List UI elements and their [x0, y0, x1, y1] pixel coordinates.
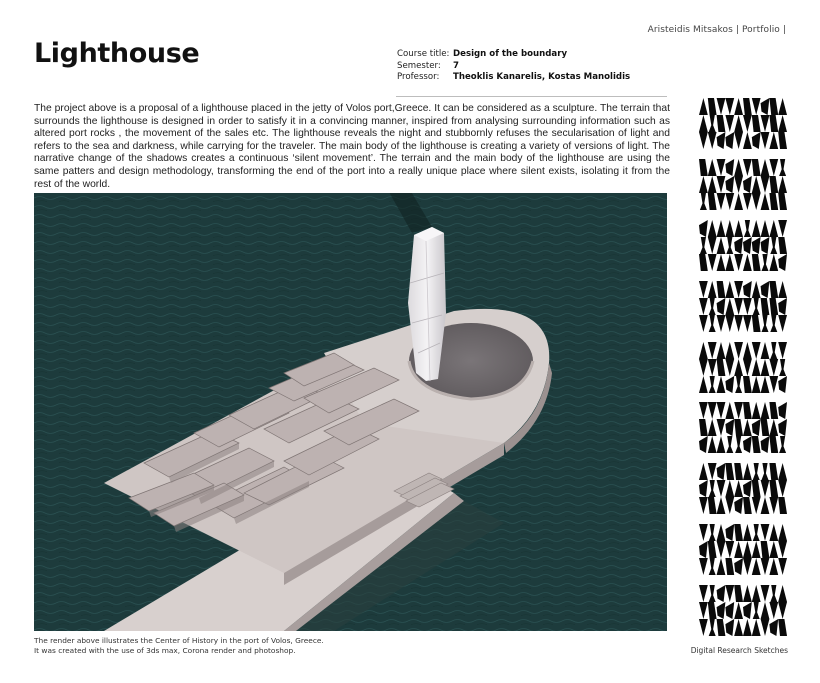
sketch-shape: [708, 419, 717, 436]
sketch-shape: [752, 376, 761, 393]
sketch-shape: [709, 558, 716, 575]
sketch-shape: [770, 585, 777, 602]
sketch-shape: [778, 98, 787, 115]
sketch-shape: [725, 254, 734, 271]
professor-row: [397, 72, 630, 84]
header-divider: [396, 96, 667, 97]
sketch-shape: [769, 115, 778, 132]
sketch-shape: [762, 315, 769, 332]
sketch-shape: [778, 463, 787, 480]
sketch-shape: [753, 463, 760, 480]
sketch-shape: [769, 619, 778, 636]
sketch-shape: [770, 315, 777, 332]
sketch-shape: [699, 541, 708, 558]
sketch-shape: [725, 419, 734, 436]
course-info: [397, 49, 630, 84]
sketch-shape: [769, 402, 778, 419]
sketch-shape: [769, 419, 778, 436]
sketch-shape: [778, 315, 787, 332]
sketch-shape: [769, 359, 778, 376]
sketch-shape: [753, 298, 760, 315]
sketch-shape: [725, 480, 734, 497]
sketch-shape: [699, 480, 708, 497]
sketch-shape: [708, 602, 717, 619]
sketch-shape: [717, 315, 726, 332]
sketch-shape: [752, 237, 761, 254]
semester-value: 7: [453, 60, 459, 71]
sketch-shape: [779, 436, 786, 453]
sketch-shape: [752, 176, 761, 193]
sketch-shape: [778, 193, 787, 210]
sketch-shape: [743, 541, 752, 558]
research-sketch-3: [699, 220, 787, 271]
sketch-shape: [761, 585, 770, 602]
sketch-shape: [779, 359, 786, 376]
sketch-shape: [734, 558, 743, 575]
research-sketch-6: [699, 402, 787, 453]
course-title-row: [397, 49, 630, 61]
sketch-shape: [761, 359, 770, 376]
sketches-label: Digital Research Sketches: [690, 646, 788, 655]
sketch-shape: [717, 376, 726, 393]
sketch-shape: [761, 376, 770, 393]
sketch-shape: [743, 402, 752, 419]
sketch-shape: [717, 402, 726, 419]
sketch-shape: [717, 524, 726, 541]
sketch-shape: [725, 463, 734, 480]
sketch-shape: [769, 159, 778, 176]
sketch-shape: [743, 558, 752, 575]
sketch-shape: [743, 602, 752, 619]
sketch-shape: [743, 98, 752, 115]
sketch-shape: [743, 298, 752, 315]
sketch-shape: [725, 315, 734, 332]
sketch-shape: [761, 98, 770, 115]
sketch-shape: [769, 298, 778, 315]
sketch-shape: [778, 497, 787, 514]
research-sketch-2: [699, 159, 787, 210]
sketch-shape: [761, 436, 770, 453]
sketch-shape: [769, 436, 778, 453]
sketch-shape: [725, 98, 734, 115]
sketch-shape: [778, 558, 787, 575]
research-sketch-9: [699, 585, 787, 636]
sketch-shape: [717, 541, 726, 558]
sketch-shape: [734, 132, 743, 149]
sketch-shape: [743, 176, 752, 193]
sketch-shape: [699, 524, 708, 541]
sketch-shape: [725, 541, 734, 558]
sketch-shape: [708, 98, 717, 115]
sketch-shape: [752, 419, 761, 436]
sketch-shape: [734, 98, 743, 115]
sketch-shape: [769, 524, 778, 541]
sketch-shape: [778, 115, 787, 132]
sketch-shape: [725, 497, 734, 514]
sketch-shape: [725, 159, 734, 176]
sketch-shape: [699, 220, 708, 237]
sketch-shape: [743, 254, 752, 271]
sketch-shape: [734, 463, 743, 480]
research-sketch-8: [699, 524, 787, 575]
sketch-shape: [778, 524, 787, 541]
sketch-shape: [761, 619, 770, 636]
sketch-shape: [725, 376, 734, 393]
sketch-shape: [778, 402, 787, 419]
sketch-shape: [734, 619, 743, 636]
sketch-shape: [743, 132, 752, 149]
research-sketch-4: [699, 281, 787, 332]
research-sketches-column: [699, 98, 787, 646]
sketch-shape: [725, 298, 734, 315]
research-sketch-7: [699, 463, 787, 514]
sketch-shape: [743, 159, 752, 176]
sketch-shape: [717, 619, 726, 636]
page-title: Lighthouse: [34, 38, 200, 69]
sketch-shape: [734, 602, 743, 619]
sketch-shape: [752, 159, 761, 176]
sketch-shape: [769, 376, 778, 393]
sketch-shape: [725, 115, 734, 132]
sketch-shape: [769, 176, 778, 193]
sketch-shape: [734, 193, 743, 210]
sketch-shape: [725, 602, 734, 619]
sketch-shape: [769, 558, 778, 575]
sketch-shape: [725, 558, 734, 575]
sketch-shape: [769, 541, 778, 558]
sketch-shape: [699, 619, 708, 636]
sketch-shape: [725, 402, 734, 419]
sketch-shape: [699, 342, 708, 359]
sketch-shape: [717, 463, 726, 480]
sketch-shape: [743, 463, 752, 480]
sketch-shape: [778, 619, 787, 636]
sketch-shape: [708, 463, 717, 480]
sketch-shape: [699, 497, 708, 514]
sketch-shape: [779, 159, 786, 176]
sketch-shape: [743, 524, 752, 541]
sketch-shape: [770, 342, 777, 359]
sketch-shape: [770, 237, 777, 254]
sketch-shape: [708, 359, 717, 376]
sketch-shape: [743, 436, 752, 453]
sketch-shape: [699, 436, 708, 453]
sketch-shape: [778, 419, 787, 436]
caption-line-2: It was created with the use of 3ds max, Corona render and photoshop.: [34, 646, 296, 655]
sketch-shape: [708, 159, 717, 176]
sketch-shape: [699, 298, 708, 315]
sketch-shape: [769, 193, 778, 210]
sketch-shape: [743, 619, 752, 636]
sketch-shape: [699, 281, 708, 298]
sketch-shape: [761, 480, 770, 497]
sketch-shape: [734, 315, 743, 332]
sketch-shape: [708, 237, 717, 254]
sketch-shape: [761, 298, 770, 315]
sketch-shape: [752, 619, 761, 636]
sketch-shape: [762, 463, 769, 480]
sketch-shape: [709, 376, 716, 393]
sketch-shape: [699, 115, 708, 132]
sketch-shape: [725, 132, 734, 149]
sketch-shape: [778, 220, 787, 237]
sketch-shape: [752, 541, 761, 558]
sketch-shape: [708, 193, 717, 210]
sketch-shape: [699, 602, 708, 619]
sketch-shape: [752, 193, 761, 210]
sketch-shape: [717, 436, 726, 453]
sketch-shape: [708, 541, 717, 558]
course-title-key: Course title:: [397, 49, 450, 59]
semester-key: Semester:: [397, 60, 441, 71]
sketch-shape: [752, 436, 761, 453]
sketch-shape: [734, 115, 743, 132]
sketch-shape: [769, 98, 778, 115]
sketch-shape: [752, 315, 761, 332]
sketch-shape: [743, 281, 752, 298]
sketch-shape: [708, 281, 717, 298]
sketch-shape: [725, 585, 734, 602]
sketch-shape: [761, 132, 770, 149]
sketch-shape: [717, 497, 726, 514]
sketch-shape: [709, 115, 716, 132]
sketch-shape: [769, 463, 778, 480]
sketch-shape: [761, 237, 770, 254]
sketch-shape: [778, 298, 787, 315]
sketch-shape: [717, 419, 726, 436]
sketch-shape: [709, 315, 716, 332]
sketch-shape: [734, 220, 743, 237]
sketch-shape: [752, 132, 761, 149]
sketch-shape: [734, 541, 743, 558]
sketch-shape: [743, 376, 752, 393]
sketch-shape: [717, 237, 726, 254]
sketch-shape: [743, 115, 752, 132]
sketch-shape: [726, 436, 733, 453]
sketch-shape: [699, 176, 708, 193]
sketch-shape: [769, 602, 778, 619]
sketch-shape: [743, 193, 752, 210]
sketch-shape: [717, 281, 726, 298]
sketch-shape: [761, 497, 770, 514]
sketch-shape: [761, 419, 770, 436]
sketch-shape: [726, 237, 733, 254]
sketch-shape: [708, 342, 717, 359]
semester-row: [397, 61, 630, 73]
sketch-shape: [778, 376, 787, 393]
sketch-shape: [699, 98, 708, 115]
caption-line-1: The render above illustrates the Center of History in the port of Volos, Greece.: [34, 636, 324, 645]
sketch-shape: [708, 132, 717, 149]
sketch-shape: [700, 237, 707, 254]
sketch-shape: [699, 402, 708, 419]
sketch-shape: [761, 541, 770, 558]
sketch-shape: [734, 585, 743, 602]
sketch-shape: [778, 480, 787, 497]
sketch-shape: [725, 176, 734, 193]
sketch-shape: [762, 254, 769, 271]
sketch-shape: [699, 558, 708, 575]
sketch-shape: [761, 342, 770, 359]
sketch-shape: [761, 193, 770, 210]
sketch-shape: [752, 359, 761, 376]
sketch-shape: [699, 315, 708, 332]
sketch-shape: [717, 359, 726, 376]
sketch-shape: [778, 237, 787, 254]
sketch-shape: [778, 602, 787, 619]
sketch-shape: [725, 342, 734, 359]
sketch-shape: [699, 376, 708, 393]
sketch-shape: [708, 254, 717, 271]
sketch-shape: [734, 237, 743, 254]
sketch-shape: [761, 220, 770, 237]
sketch-shape: [743, 419, 752, 436]
sketch-shape: [778, 541, 787, 558]
sketch-shape: [699, 359, 708, 376]
sketch-shape: [725, 220, 734, 237]
sketch-shape: [743, 480, 752, 497]
sketch-shape: [752, 98, 761, 115]
project-description: The project above is a proposal of a lighthouse placed in the jetty of Volos port,Greece. It can be considered as a sculpture. The terrain that surrounds the lighthouse is designed in order to satisfy it in a convincing manner, inspired from analysing surrounding information such as altered port rocks , the movement of the sales etc. The lighthouse reveals the night and stubbornly refuses the secularisation of light and refers to the sea and darkness, while carrying for the traveler. The main body of the lighthouse is creating a variety of versions of light. The narrative change of the shadows creates a continuous ‘silent movement’. The terrain and the main body of the lighthouse are using the same patters and design methodology, transforming the end of the port into a really unique place where silent exists, isolating it from the rest of the world.: [34, 103, 670, 190]
sketch-shape: [734, 254, 743, 271]
sketch-shape: [717, 176, 726, 193]
sketch-shape: [778, 254, 787, 271]
sketch-shape: [699, 132, 708, 149]
sketch-shape: [761, 115, 770, 132]
sketch-shape: [709, 524, 716, 541]
sketch-shape: [717, 585, 726, 602]
sketch-shape: [699, 159, 708, 176]
sketch-shape: [752, 115, 761, 132]
sketch-shape: [699, 419, 708, 436]
sketch-shape: [709, 480, 716, 497]
portfolio-author: Aristeidis Mitsakos | Portfolio |: [647, 25, 786, 35]
sketch-shape: [778, 281, 787, 298]
sketch-shape: [743, 497, 752, 514]
sketch-shape: [769, 480, 778, 497]
sketch-shape: [708, 402, 717, 419]
sketch-shape: [725, 524, 734, 541]
sketch-shape: [725, 193, 734, 210]
sketch-shape: [709, 585, 716, 602]
sketch-shape: [709, 619, 716, 636]
sketch-shape: [734, 281, 743, 298]
sketch-shape: [717, 193, 726, 210]
sketch-shape: [708, 176, 717, 193]
sketch-shape: [725, 281, 734, 298]
sketch-shape: [717, 132, 726, 149]
sketch-shape: [778, 132, 787, 149]
sketch-shape: [717, 602, 726, 619]
sketch-shape: [769, 132, 778, 149]
sketch-shape: [734, 419, 743, 436]
sketch-shape: [752, 220, 761, 237]
sketch-shape: [708, 220, 717, 237]
sketch-shape: [769, 281, 778, 298]
sketch-shape: [708, 497, 717, 514]
sketch-shape: [752, 480, 761, 497]
professor-value: Theoklis Kanarelis, Kostas Manolidis: [453, 72, 631, 82]
sketch-shape: [778, 585, 787, 602]
sketch-shape: [734, 480, 743, 497]
sketch-shape: [769, 497, 778, 514]
sketch-shape: [753, 524, 760, 541]
sketch-shape: [761, 602, 770, 619]
sketch-shape: [752, 402, 761, 419]
sketch-shape: [743, 359, 752, 376]
sketch-shape: [700, 193, 707, 210]
sketch-shape: [734, 402, 743, 419]
sketch-shape: [743, 585, 752, 602]
sketch-shape: [744, 220, 751, 237]
sketch-shape: [734, 497, 743, 514]
sketch-shape: [734, 159, 743, 176]
sketch-shape: [743, 315, 752, 332]
sketch-shape: [708, 436, 717, 453]
sketch-shape: [778, 176, 787, 193]
sketch-shape: [734, 342, 743, 359]
sketch-shape: [717, 342, 726, 359]
sketch-shape: [761, 281, 770, 298]
sketch-shape: [761, 176, 770, 193]
sketch-shape: [761, 524, 770, 541]
sketch-shape: [709, 298, 716, 315]
professor-key: Professor:: [397, 72, 440, 82]
sketch-shape: [717, 115, 726, 132]
sketch-shape: [734, 176, 743, 193]
sketch-shape: [735, 436, 742, 453]
sketch-shape: [717, 480, 726, 497]
sketch-shape: [734, 524, 743, 541]
sketch-shape: [753, 602, 760, 619]
research-sketch-1: [699, 98, 787, 149]
course-title-value: Design of the boundary: [453, 49, 568, 59]
sketch-shape: [734, 298, 743, 315]
sketch-shape: [699, 254, 708, 271]
sketch-shape: [717, 298, 726, 315]
lighthouse-render-image: [34, 193, 667, 631]
sketch-shape: [769, 254, 778, 271]
render-caption: [34, 636, 324, 656]
sketch-shape: [761, 402, 770, 419]
sketch-shape: [752, 558, 761, 575]
sketch-shape: [752, 585, 761, 602]
sketch-shape: [752, 254, 761, 271]
sketch-shape: [717, 558, 726, 575]
sketch-shape: [752, 281, 761, 298]
sketch-shape: [699, 463, 708, 480]
sketch-shape: [743, 342, 752, 359]
sketch-shape: [734, 359, 743, 376]
sketch-shape: [752, 497, 761, 514]
sketch-shape: [769, 220, 778, 237]
sketch-shape: [717, 159, 726, 176]
research-sketch-5: [699, 342, 787, 393]
sketch-shape: [725, 359, 734, 376]
sketch-shape: [717, 254, 726, 271]
sketch-shape: [717, 220, 726, 237]
sketch-shape: [743, 237, 752, 254]
sketch-shape: [761, 558, 770, 575]
sketch-shape: [735, 376, 742, 393]
sketch-shape: [778, 342, 787, 359]
sketch-shape: [725, 619, 734, 636]
sketch-shape: [761, 159, 770, 176]
sketch-shape: [752, 342, 761, 359]
sketch-shape: [717, 98, 726, 115]
sketch-shape: [699, 585, 708, 602]
